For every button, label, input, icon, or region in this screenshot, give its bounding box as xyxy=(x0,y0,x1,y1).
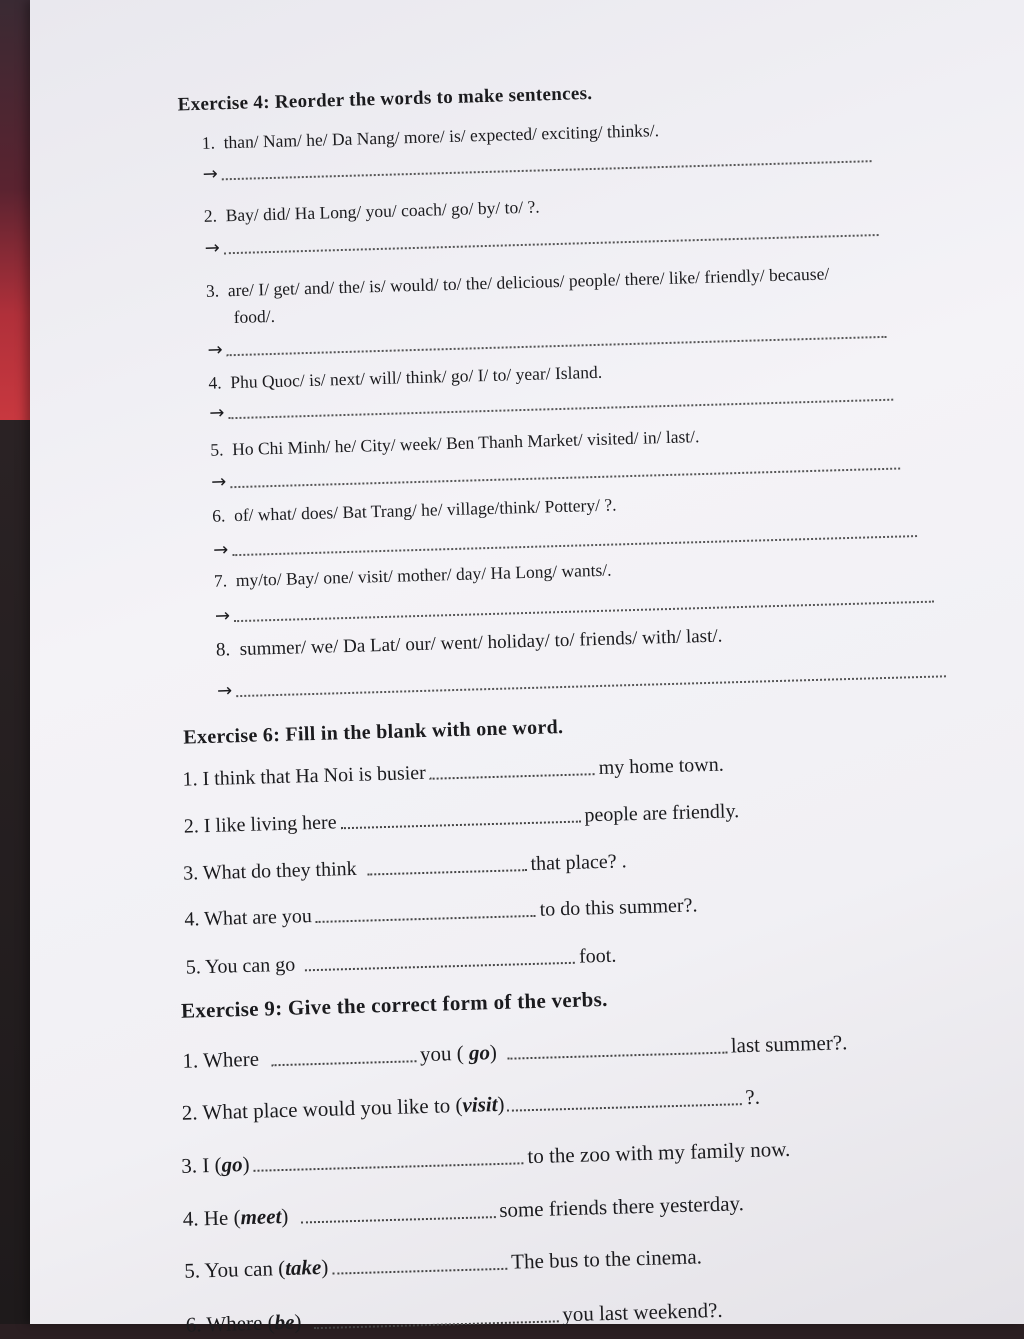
ex6-item-3: 3. What do they think that place? . xyxy=(182,850,627,885)
ex4-item-1: 1. than/ Nam/ he/ Da Nang/ more/ is/ expected/ exciting/ thinks/. xyxy=(201,120,660,153)
exercise-6-title: Exercise 6: Fill in the blank with one word. xyxy=(183,716,564,749)
ex4-answer-line-6[interactable] xyxy=(213,520,917,560)
ex9-blank-5[interactable] xyxy=(332,1268,507,1275)
ex4-item-8: 8. summer/ we/ Da Lat/ our/ went/ holiday/ to/ friends/ with/ last/. xyxy=(215,625,723,661)
ex9-item-2: 2. What place would you like to ( visit ) ?. xyxy=(181,1084,761,1125)
ex9-blank-2[interactable] xyxy=(507,1103,742,1112)
exercise-4-title: Exercise 4: Reorder the words to make sentences. xyxy=(177,82,593,116)
ex9-item-4: 4. He ( meet ) some friends there yesterday. xyxy=(182,1191,745,1231)
worksheet-content xyxy=(125,57,979,1337)
ex9-item-1: 1. Where you ( go) last summer?. xyxy=(182,1030,848,1073)
arrow-icon: → xyxy=(216,680,233,702)
ex4-item-3-continued: food/. xyxy=(233,305,276,328)
ex6-blank-2[interactable] xyxy=(341,821,581,830)
ex4-answer-line-5[interactable] xyxy=(211,453,900,492)
ex6-item-5: 5. You can go foot. xyxy=(185,944,617,979)
ex6-blank-4[interactable] xyxy=(316,915,536,923)
ex6-item-2: 2. I like living here people are friendly. xyxy=(183,800,740,838)
ex6-blank-3[interactable] xyxy=(367,869,527,875)
arrow-icon: → xyxy=(202,163,219,185)
ex4-item-5: 5. Ho Chi Minh/ he/ City/ week/ Ben Thanh Market/ visited/ in/ last/. xyxy=(210,426,700,460)
ex4-item-2: 2. Bay/ did/ Ha Long/ you/ coach/ go/ by/ to/ ?. xyxy=(203,196,540,226)
arrow-icon: → xyxy=(207,339,223,361)
ex9-item-3: 3. I ( go ) to the zoo with my family now. xyxy=(181,1136,791,1178)
ex9-item-5: 5. You can ( take ) The bus to the cinema. xyxy=(183,1244,703,1283)
ex4-answer-line-7[interactable] xyxy=(215,586,934,626)
ex4-item-6: 6. of/ what/ does/ Bat Trang/ he/ village/think/ Pottery/ ?. xyxy=(211,494,617,526)
ex4-item-7: 7. my/to/ Bay/ one/ visit/ mother/ day/ Ha Long/ wants/. xyxy=(213,559,612,591)
ex6-item-1: 1. I think that Ha Noi is busier my home town. xyxy=(182,753,724,791)
ex4-answer-line-8[interactable] xyxy=(217,660,946,700)
ex9-blank-6[interactable] xyxy=(314,1320,559,1329)
ex4-answer-line-2[interactable] xyxy=(204,219,878,258)
worksheet-paper xyxy=(30,0,1024,1337)
ex6-item-4: 4. What are you to do this summer?. xyxy=(184,894,698,931)
arrow-icon: → xyxy=(214,605,231,627)
ex4-item-3: 3. are/ I/ get/ and/ the/ is/ would/ to/ the/ delicious/ people/ there/ like/ friendly/ because/ xyxy=(205,263,830,301)
ex6-blank-5[interactable] xyxy=(305,962,575,972)
ex9-blank-1b[interactable] xyxy=(507,1052,727,1060)
ex4-item-4: 4. Phu Quoc/ is/ next/ will/ think/ go/ I/ to/ year/ Island. xyxy=(208,361,603,393)
arrow-icon: → xyxy=(204,237,221,259)
ex9-blank-3[interactable] xyxy=(254,1162,524,1172)
ex9-item-6: 6. Where ( be ) you last weekend?. xyxy=(185,1297,723,1337)
ex9-blank-4[interactable] xyxy=(300,1216,495,1223)
arrow-icon: → xyxy=(209,402,225,424)
arrow-icon: → xyxy=(210,471,227,493)
exercise-9-title: Exercise 9: Give the correct form of the verbs. xyxy=(180,986,608,1023)
arrow-icon: → xyxy=(212,539,229,561)
ex4-answer-line-3[interactable] xyxy=(207,321,886,360)
ex9-blank-1a[interactable] xyxy=(271,1060,416,1066)
ex6-blank-1[interactable] xyxy=(430,773,595,780)
